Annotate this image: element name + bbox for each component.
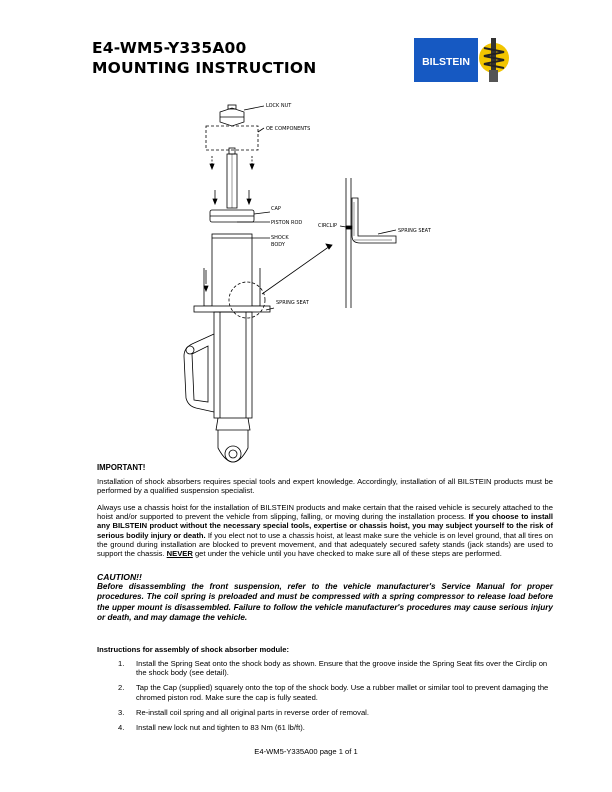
caution-body: Before disassembling the front suspension, refer to the vehicle manufacturer's Service Manual for proper procedures. The coil spring is preloaded and must be compressed with a spring compressor to release load before the upper mount is disassembled. Failure to follow the vehicle manufacturer's procedures may cause serious injury or death, and may damage the vehicle. bbox=[97, 582, 553, 623]
never-emphasis: NEVER bbox=[166, 549, 193, 559]
label-shock: SHOCK bbox=[271, 235, 289, 241]
bottom-eye bbox=[225, 446, 241, 462]
label-piston-rod: PISTON ROD bbox=[271, 220, 303, 226]
instruction-steps bbox=[112, 659, 553, 738]
shock-body bbox=[212, 234, 252, 308]
hoist-instruction: Always use a chassis hoist for the installation of BILSTEIN products and make certain that the raised vehicle is securely attached to the hoist and/or supported to prevent the vehicle from slipping, falling, or moving during the installation process. bbox=[97, 503, 553, 522]
safety-stands-text: If you elect not to use a chassis hoist, at least make sure the vehicle is on level ground, that all tires on the ground during installation are blocked to prevent movement, and that adequately secured safety stands (jack stands) are used to support the chassis. bbox=[97, 530, 553, 559]
instruction-step: 1. Install the Spring Seat onto the shock body as shown. Ensure that the groove inside the Spring Seat fits over the Circlip on the shock body (see detail). bbox=[118, 659, 548, 678]
oe-components-box bbox=[206, 126, 258, 150]
lower-bracket bbox=[184, 334, 214, 412]
page-footer: E4-WM5-Y335A00 page 1 of 1 bbox=[254, 747, 358, 756]
label-lock-nut: LOCK NUT bbox=[266, 103, 292, 109]
spring-seat-shape bbox=[194, 306, 270, 312]
important-heading: IMPORTANT! bbox=[97, 463, 146, 472]
instruction-step: 2. Tap the Cap (supplied) squarely onto the top of the shock body. Use a rubber mallet or similar tool to prevent damaging the chromed piston rod. Make sure the cap is fully seated. bbox=[118, 683, 549, 702]
check-steps-text: get under the vehicle until you have checked to make sure all of these steps are performed. bbox=[192, 549, 502, 559]
shock-absorber-diagram bbox=[170, 98, 450, 470]
circlip-detail bbox=[340, 178, 396, 308]
hoist-warning: If you choose to install any BILSTEIN product without the necessary special tools, expertise or chassis hoist, you may subject yourself to the risk of serious bodily injury or death. bbox=[97, 512, 553, 540]
important-paragraph-2 bbox=[97, 503, 553, 558]
label-oe-components: OE COMPONENTS bbox=[266, 126, 311, 132]
instructions-heading: Instructions for assembly of shock absorber module: bbox=[97, 645, 289, 654]
logo-text: BILSTEIN bbox=[422, 56, 470, 68]
instruction-step: 3. Re-install coil spring and all original parts in reverse order of removal. bbox=[118, 707, 369, 717]
instruction-step: 4. Install new lock nut and tighten to 83 Nm (61 lb/ft). bbox=[118, 723, 305, 733]
bilstein-logo bbox=[412, 34, 512, 84]
label-spring-seat: SPRING SEAT bbox=[276, 300, 309, 306]
important-paragraph-1 bbox=[97, 477, 553, 495]
label-body: BODY bbox=[271, 242, 285, 248]
label-cap: CAP bbox=[271, 206, 281, 212]
caution-heading: CAUTION!! bbox=[97, 572, 142, 582]
title-mounting-instruction: MOUNTING INSTRUCTION bbox=[92, 59, 317, 77]
label-circlip: CIRCLIP bbox=[318, 223, 337, 229]
lock-nut-shape bbox=[220, 105, 244, 126]
title-part-number: E4-WM5-Y335A00 bbox=[92, 39, 247, 57]
document-title bbox=[92, 38, 316, 78]
label-spring-seat-detail: SPRING SEAT bbox=[398, 228, 431, 234]
important-paragraph-1-text: Installation of shock absorbers requires special tools and expert knowledge. Accordingly, installation of all BILSTEIN products must be performed by a qualified suspension specialist. bbox=[97, 477, 553, 496]
